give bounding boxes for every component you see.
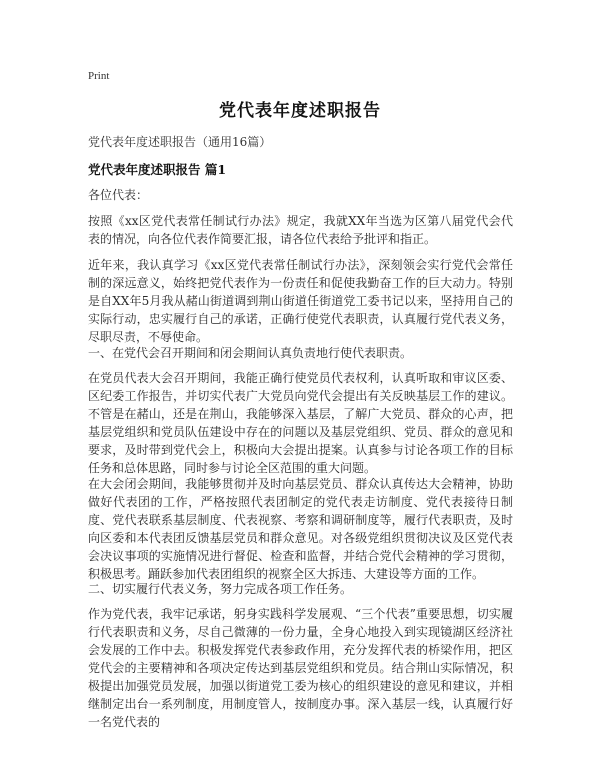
section-heading: 党代表年度述职报告 篇1 xyxy=(88,162,227,177)
section-two-heading: 二、切实履行代表义务，努力完成各项工作任务。 xyxy=(88,582,353,596)
intro-paragraph: 按照《xx区党代表常任制试行办法》规定，我就XX年当选为区第八届党代会代表的情况，向各位代表作简要汇报，请各位代表给予批评和指正。 xyxy=(88,214,513,246)
document-subtitle: 党代表年度述职报告（通用16篇） xyxy=(88,135,272,149)
session-duties-paragraph: 在党员代表大会召开期间，我能正确行使党员代表权利，认真听取和审议区委、区纪委工作报告，并切实代表广大党员向党代会提出有关反映基层工作的建议。不管是在赭山，还是在荆山，我能够深入基层，了解广大党员、群众的心声，把基层党组织和党员队伍建设中存在的问题以及基层党组织、党员、群众的意见和要求，及时带到党代会上，积极向大会提出提案。认真参与讨论各项工作的目标任务和总体思路，同时参与讨论全区范围的重大问题。 xyxy=(88,371,513,475)
salutation-paragraph: 各位代表： xyxy=(88,188,149,202)
obligations-paragraph: 作为党代表，我牢记承诺，躬身实践科学发展观、“三个代表”重要思想，切实履行代表职责和义务，尽自己微薄的一份力量，全身心地投入到实现镜湖区经济社会发展的工作中去。积极发挥党代表参政作用，充分发挥代表的桥梁作用，把区党代会的主要精神和各项决定传达到基层党组织和党员。结合荆山实际情况，积极提出加强党员发展，加强以街道党工委为核心的组织建设的意见和建议，并相继制定出台一系列制度，用制度管人，按制度办事。深入基层一线，认真履行好一名党代表的 xyxy=(88,607,513,729)
section-one-heading: 一、在党代会召开期间和闭会期间认真负责地行使代表职责。 xyxy=(88,346,413,360)
background-paragraph: 近年来，我认真学习《xx区党代表常任制试行办法》，深刻领会实行党代会常任制的深远意义，始终把党代表作为一份责任和促使我勤奋工作的巨大动力。特别是自XX年5月我从赭山街道调到荆山街道任街道党工委书记以来，坚持用自己的实际行动，忠实履行自己的承诺，正确行使党代表职责，认真履行党代表义务，尽职尽责，不辱使命。 xyxy=(88,258,513,344)
print-link[interactable]: Print xyxy=(88,70,110,82)
recess-duties-paragraph: 在大会闭会期间，我能够贯彻并及时向基层党员、群众认真传达大会精神，协助做好代表团的工作，严格按照代表团制定的党代表走访制度、党代表接待日制度、党代表联系基层制度、代表视察、考察和调研制度等，履行代表职责，及时向区委和本代表团反馈基层党员和群众意见。对各级党组织贯彻决议及区党代表会决议事项的实施情况进行督促、检查和监督，并结合党代会精神的学习贯彻，积极思考。踊跃参加代表团组织的视察全区大拆违、大建设等方面的工作。 xyxy=(88,477,513,581)
page-title: 党代表年度述职报告 xyxy=(219,101,381,121)
